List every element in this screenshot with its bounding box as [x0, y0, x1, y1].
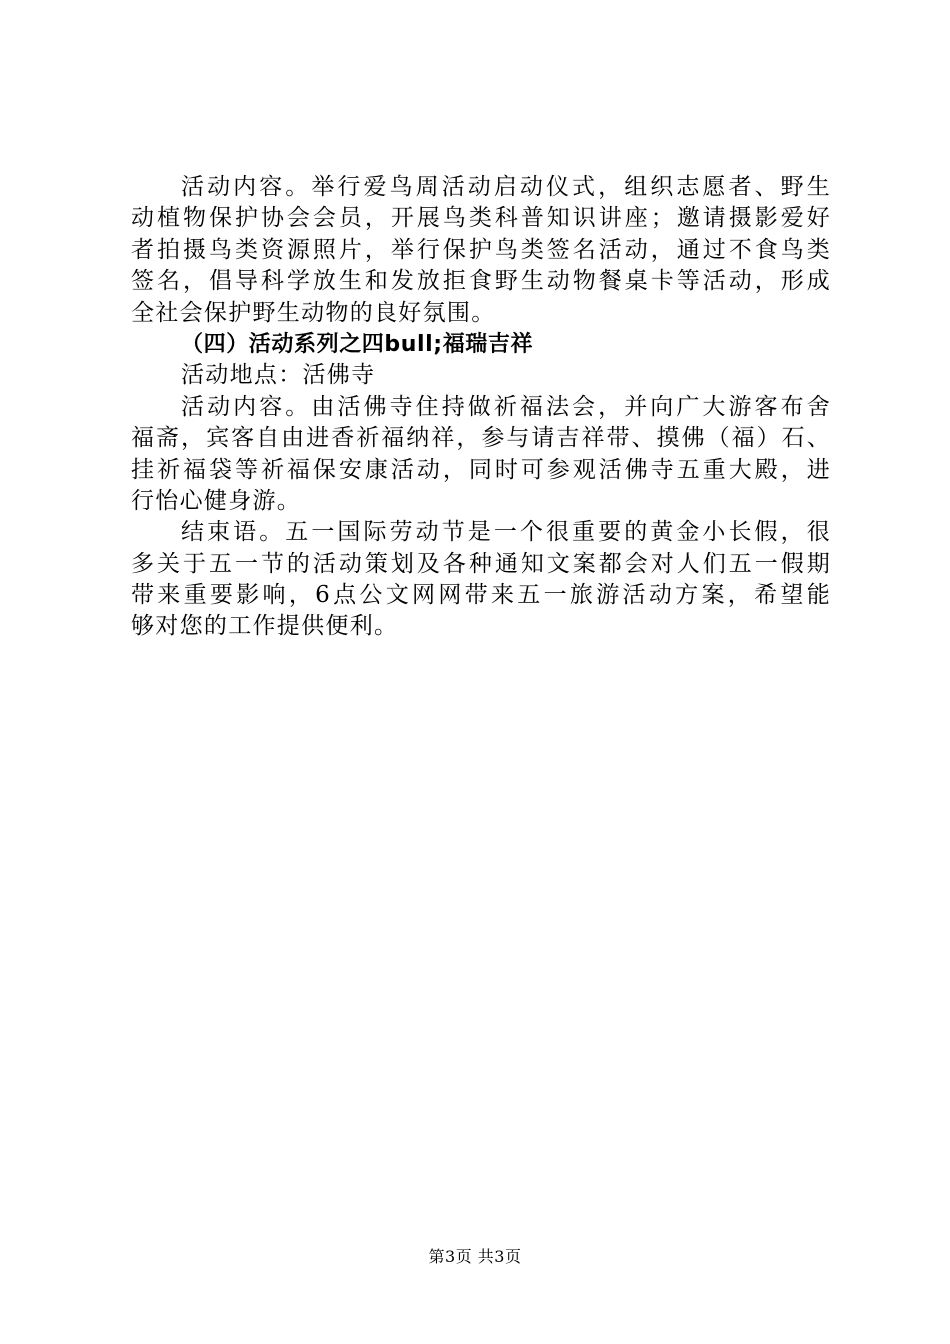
paragraph-line: 动植物保护协会会员，开展鸟类科普知识讲座；邀请摄影爱好 — [131, 205, 831, 232]
paragraph-line: 者拍摄鸟类资源照片，举行保护鸟类签名活动，通过不食鸟类 — [131, 236, 831, 263]
paragraph-line: 活动内容。举行爱鸟周活动启动仪式，组织志愿者、野生 — [181, 174, 831, 200]
paragraph-line: 结束语。五一国际劳动节是一个很重要的黄金小长假，很 — [181, 519, 831, 546]
paragraph-line: 活动内容。由活佛寺住持做祈福法会，并向广大游客布舍 — [181, 393, 831, 420]
paragraph-line: 够对您的工作提供便利。 — [131, 613, 399, 640]
paragraph-line: 全社会保护野生动物的良好氛围。 — [131, 299, 496, 326]
document-body — [131, 172, 831, 643]
paragraph-line: 活动地点：活佛寺 — [181, 362, 376, 389]
paragraph-line: 签名，倡导科学放生和发放拒食野生动物餐桌卡等活动，形成 — [131, 268, 831, 295]
section-heading: （四）活动系列之四bull;福瑞吉祥 — [181, 331, 534, 357]
paragraph-line: 福斋，宾客自由进香祈福纳祥，参与请吉祥带、摸佛（福）石、 — [131, 425, 831, 452]
paragraph-line: 挂祈福袋等祈福保安康活动，同时可参观活佛寺五重大殿，进 — [131, 456, 831, 483]
page-number-footer: 第3页 共3页 — [428, 1247, 522, 1266]
paragraph-line: 多关于五一节的活动策划及各种通知文案都会对人们五一假期 — [131, 550, 831, 577]
paragraph-line: 行怡心健身游。 — [131, 487, 302, 514]
paragraph-line: 带来重要影响，6点公文网网带来五一旅游活动方案，希望能 — [131, 582, 831, 609]
